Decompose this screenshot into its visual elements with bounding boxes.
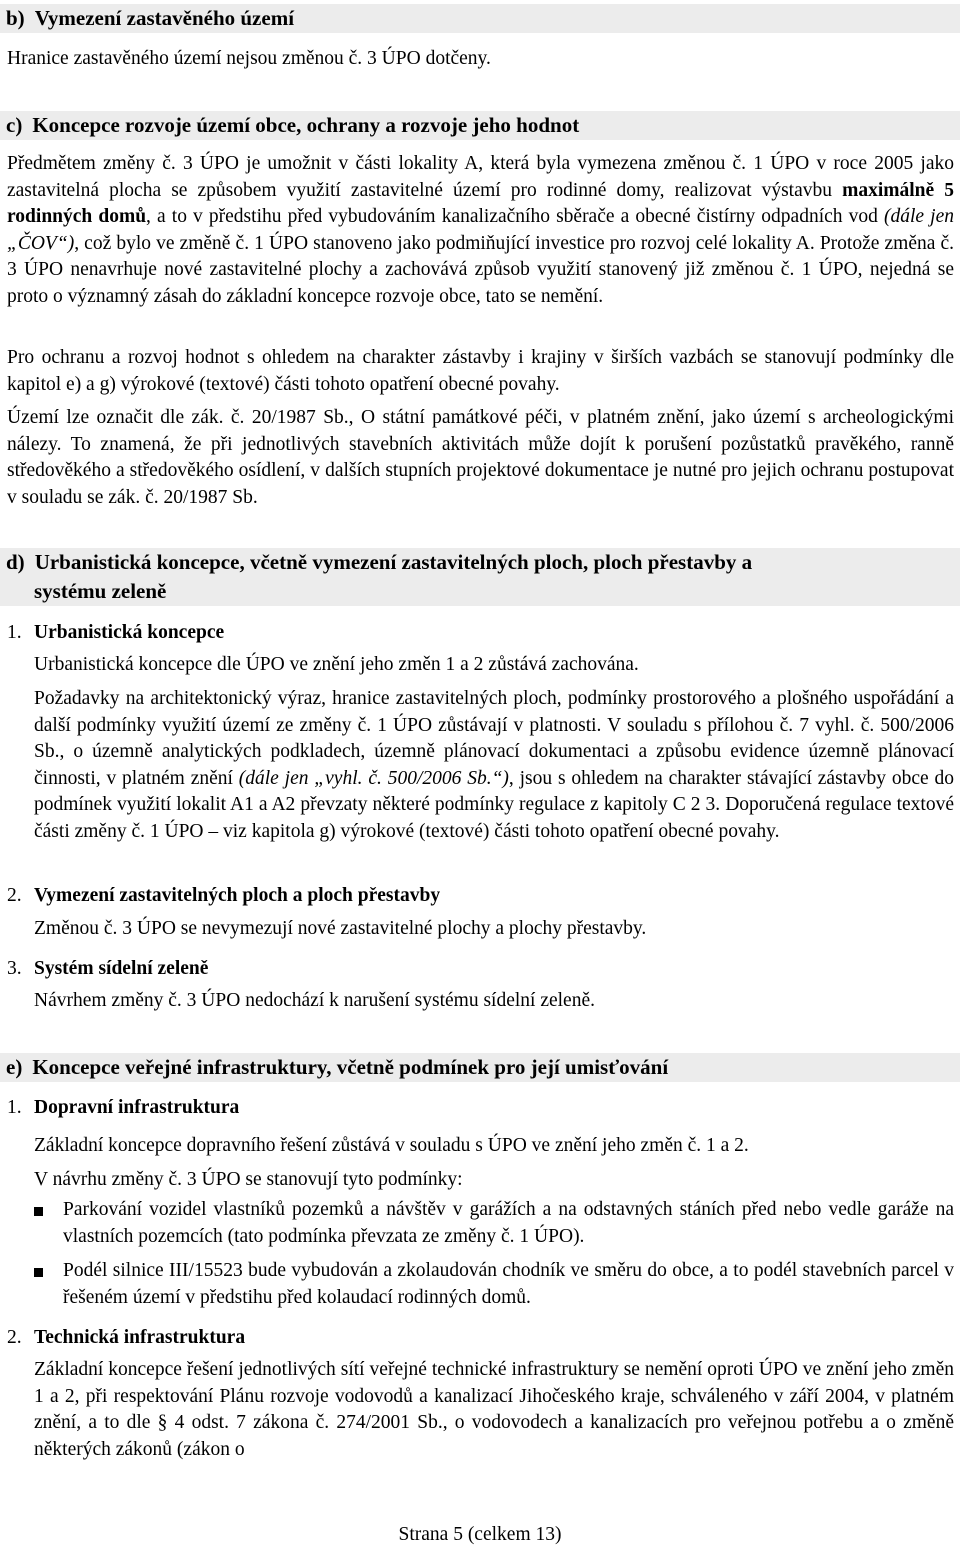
section-c-paragraph-2: Pro ochranu a rozvoj hodnot s ohledem na charakter zástavby i krajiny v širších vazbách se stanovují podmínky dle kapitol e) a g) výrokové (textové) části tohoto opatření obecné povahy. [7, 347, 954, 395]
subsection-e2-title: 2. Technická infrastruktura [7, 1327, 246, 1348]
subsection-e1-title: 1. Dopravní infrastruktura [7, 1097, 240, 1118]
subsection-d3-paragraph: Návrhem změny č. 3 ÚPO nedochází k narušení systému sídelní zeleně. [34, 990, 595, 1011]
subsection-e1-paragraph-1: Základní koncepce dopravního řešení zůstává v souladu s ÚPO ve znění jeho změn č. 1 a 2. [34, 1135, 749, 1156]
page-footer: Strana 5 (celkem 13) [398, 1524, 562, 1545]
list-item: Podél silnice III/15523 bude vybudován a zkolaudován chodník ve směru do obce, a to podél stavebních parcel v řešeném území v předstihu před kolaudací rodinných domů. [63, 1260, 954, 1308]
section-title-cont: systému zeleně [34, 579, 167, 603]
section-title: Koncepce rozvoje území obce, ochrany a rozvoje jeho hodnot [32, 113, 580, 137]
section-title: Vymezení zastavěného území [34, 6, 295, 30]
section-c-paragraph-3: Území lze označit dle zák. č. 20/1987 Sb., O státní památkové péči, v platném znění, jako území s archeologickými nálezy. To znamená, že při jednotlivých stavebních aktivitách může dojít k porušení pozůstatků pravěkého, ranně středověkého a středověkého osídlení, v dalších stupních projektové dokumentace je nutné pro jejich ochranu postupovat v souladu se zák. č. 20/1987 Sb. [7, 407, 954, 508]
subsection-d2-title: 2. Vymezení zastavitelných ploch a ploch přestavby [7, 885, 441, 906]
subsection-e1-paragraph-2: V návrhu změny č. 3 ÚPO se stanovují tyto podmínky: [34, 1169, 463, 1190]
section-title: Urbanistická koncepce, včetně vymezení zastavitelných ploch, ploch přestavby a [34, 550, 753, 574]
section-c-paragraph-1: Předmětem změny č. 3 ÚPO je umožnit v části lokality A, která byla vymezena změnou č. 1 ÚPO v roce 2005 jako zastavitelná plocha se způsobem využití zastavitelné území pro rodinné domy, realizovat výstavbu maximálně 5 rodinných domů, a to v předstihu před vybudováním kanalizačního sběrače a obecné čistírny odpadních vod (dále jen „ČOV“), což bylo ve změně č. 1 ÚPO stanoveno jako podmiňující investice pro rozvoj celé lokality A. Protože změna č. 3 ÚPO nenavrhuje nové zastavitelné plochy a zachovává způsob využití stanovený již změnou č. 1 ÚPO, nejedná se proto o významný zásah do základní koncepce rozvoje obce, tato se nemění. [7, 153, 955, 307]
section-d-heading [0, 548, 960, 606]
section-title: Koncepce veřejné infrastruktury, včetně podmínek pro její umisťování [32, 1055, 669, 1079]
section-b-heading [0, 4, 960, 33]
section-label: c) [6, 113, 23, 137]
bullet-square-icon [34, 1207, 43, 1216]
section-b-text: Hranice zastavěného území nejsou změnou č. 3 ÚPO dotčeny. [7, 48, 491, 69]
bullet-square-icon [34, 1268, 43, 1277]
subsection-d3-title: 3. Systém sídelní zeleně [7, 958, 209, 979]
subsection-d1-title: 1. Urbanistická koncepce [7, 622, 225, 643]
list-item: Parkování vozidel vlastníků pozemků a návštěv v garážích a na odstavných stáních před nebo vedle garáže na vlastních pozemcích (tato podmínka převzata ze změny č. 1 ÚPO). [63, 1199, 954, 1247]
subsection-e2-paragraph: Základní koncepce řešení jednotlivých sítí veřejné technické infrastruktury se nemění oproti ÚPO ve znění jeho změn 1 a 2, při respektování Plánu rozvoje vodovodů a kanalizací Jihočeského kraje, schváleného v září 2004, v platném znění, a to dle § 4 odst. 7 zákona č. 274/2001 Sb., o vodovodech a kanalizacích pro veřejnou potřebu a o změně některých zákonů (zákon o [34, 1359, 954, 1460]
section-label: b) [6, 6, 25, 30]
section-c-heading [0, 111, 960, 140]
subsection-d2-paragraph: Změnou č. 3 ÚPO se nevymezují nové zastavitelné plochy a plochy přestavby. [34, 918, 647, 939]
subsection-d1-paragraph-2: Požadavky na architektonický výraz, hranice zastavitelných ploch, podmínky prostorového a plošného uspořádání a další podmínky využití území ze změny č. 1 ÚPO zůstávají v platnosti. V souladu s přílohou č. 7 vyhl. č. 500/2006 Sb., o územně analytických podkladech, územně plánovací dokumentaci a způsobu evidence územně plánovací činnosti, v platném znění (dále jen „vyhl. č. 500/2006 Sb.“), jsou s ohledem na charakter stávající zástavby obce do podmínek využití lokalit A1 a A2 převzaty některé podmínky regulace z kapitoly C 2 3. Doporučená regulace textové části změny č. 1 ÚPO – viz kapitola g) výrokové (textové) části tohoto opatření obecné povahy. [34, 688, 954, 842]
section-e-heading [0, 1053, 960, 1082]
subsection-d1-paragraph-1: Urbanistická koncepce dle ÚPO ve znění jeho změn 1 a 2 zůstává zachována. [34, 654, 639, 675]
section-label: e) [6, 1055, 23, 1079]
section-label: d) [6, 550, 25, 574]
